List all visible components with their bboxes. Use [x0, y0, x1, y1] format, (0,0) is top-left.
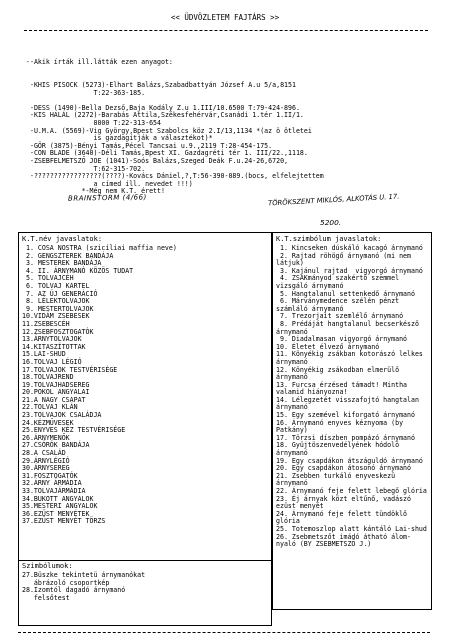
name-item: 26.ÁRNYMENŐK: [22, 433, 70, 442]
name-item: 6. TOLVAJ KARTEL: [22, 281, 90, 290]
name-item: 36.EZÜST MENYÉTEK: [22, 509, 90, 518]
name-item: 34.BUKOTT ANGYALOK: [22, 494, 94, 503]
names-list: [22, 245, 267, 526]
name-item: 32.ÁRNY ÁRMÁDIA: [22, 479, 82, 488]
name-item: 33.TOLVAJÁRMÁDIA: [22, 487, 86, 495]
author-line: -?????????????????(????)-Kovács Dániel,?,T:56-390-089.(bocs, elfelejtettem: [26, 172, 324, 181]
name-item: 20.POKOL ANGYALAI: [22, 388, 90, 397]
name-item: 35.MESTERI ANGYALOK: [22, 502, 98, 511]
symbols-heading: Szimbólumok:: [22, 562, 73, 570]
symbol-item: felsőtest: [22, 593, 70, 602]
symbol-idea-item: 9. Diadalmasan vigyorgó árnymanó: [276, 335, 408, 344]
name-item: 29.ÁRNYLÉGIÓ: [22, 456, 70, 465]
authors-list: [26, 82, 436, 196]
symbol-idea-item: 11. Könyékig zsákban kotorászó lelkes árnymanó: [276, 350, 427, 366]
name-item: 4. II. ÁRNYMANÓ KÖZÖS TUDAT: [22, 266, 134, 275]
name-item: 3. MESTEREK BANDÁJA: [22, 259, 102, 268]
symbol-item: 27.Büszke tekintetü árnymanókat: [22, 571, 146, 579]
symbol-idea-item: 21. Zsebben turkáló enyveskezü árnymanó: [276, 471, 400, 488]
name-item: 5. TOLVAJCÉH: [22, 274, 74, 283]
symbol-idea-item: 4. ZSÁKmányod szakértő szemmel vizsgáló árnymanó: [276, 274, 404, 290]
symbol-idea-item: 14. Lélegzetét visszafojtó hangtalan árnymanó: [276, 395, 423, 412]
author-line: *-Még nem K.T. érett!: [26, 187, 165, 196]
author-line: T:62-315-702.: [26, 164, 146, 173]
author-line: -CON BLADE (3640)-Déli Tamás,Bpest XI. Gazdagréti tér 1. III/22.,1118.: [26, 149, 308, 158]
author-line: -ZSEBFELMETSZŐ JOE (1041)-Soós Balázs,Szeged Deák F.u.24-26,6720,: [26, 156, 289, 165]
symbol-idea-item: 1. Kincseken dúskáló kacagó árnymanó: [276, 244, 423, 252]
name-item: 12.ZSEBFOSZTOGATÓK: [22, 327, 94, 336]
symbol-idea-item: 16. Árnymanó enyves kéznyoma (by Patkány): [276, 418, 408, 435]
name-item: 22.TOLVAJ KLÁN: [22, 403, 78, 412]
author-line: -DESS (1490)-Bella Dezső,Baja Kodály Z.u 1.III/10.6500 T:79-424-896.: [26, 103, 300, 112]
name-item: 8. LÉLEKTOLVAJOK: [22, 297, 90, 306]
symbol-idea-item: 24. Árnymanó feje felett tündöklő glória: [276, 509, 411, 526]
symbol-idea-item: 17. Törzsi díszben pompázó árnymanó: [276, 433, 415, 442]
symbol-idea-item: 19. Egy csapdákon átszáguldó árnymanó: [276, 456, 423, 465]
symbol-idea-item: 22. Árnymanó feje felett lebegő glória: [276, 487, 427, 495]
bottom-divider: [18, 632, 430, 633]
symbols-list: [22, 572, 267, 602]
name-item: 9. MESTERTOLVAJOK: [22, 304, 94, 313]
name-item: 28.A CSALÁD: [22, 449, 66, 458]
name-item: 24.KÉZMŰVESEK: [22, 418, 74, 427]
handwritten-note: BRAINSTORM (4/66): [67, 193, 147, 203]
symbol-idea-item: 26. Zsebmetszőt imádó átható álom-nyaló (BY ZSEBMETSZŐ J.): [276, 532, 411, 549]
name-item: 7. AZ ÚJ GENERÁCIÓ: [22, 289, 98, 298]
name-item: 15.LAI-SHUD: [22, 350, 66, 359]
name-item: 19.TOLVAJHADSEREG: [22, 380, 90, 389]
name-item: 30.ÁRNYSEREG: [22, 464, 70, 473]
name-item: 17.TOLVAJOK TESTVÉRISÉGE: [22, 365, 118, 374]
symbol-idea-item: 7. Trezorjait szemlélő árnymanó: [276, 312, 404, 321]
symbol-idea-item: 13. Furcsa érzésed támadt! Mintha valamid hiányozna!: [276, 380, 411, 397]
name-item: 16.TOLVAJ LÉGIÓ: [22, 357, 82, 366]
symbol-idea-item: 12. Könyékig zsákodban elmerülő árnymanó: [276, 365, 404, 382]
header-divider: [24, 30, 428, 31]
symbol-idea-item: 23. Éj árnyak közt eltűnő, vadászó ezüst menyét: [276, 494, 415, 511]
name-item: 14.KITASZÍTOTTAK: [22, 342, 86, 351]
name-item: 13.ÁRNYTOLVAJOK: [22, 335, 82, 344]
author-line: T:22-363-185.: [26, 88, 146, 97]
symbol-idea-item: 20. Egy csapdákon átosonó árnymanó: [276, 464, 411, 473]
handwritten-address: TÖRÖKSZENT MIKLÓS, ALKOTÁS U. 17.: [267, 192, 400, 208]
author-line: -KHIS PISOCK (5273)-Elhart Balázs,Szabadbattyán József A.u 5/a,8151: [26, 80, 296, 89]
symbol-idea-item: 8. Prédáját hangtalanul becserkésző árnymanó: [276, 319, 423, 336]
name-item: 18.TOLVAJREND: [22, 373, 74, 382]
author-line: is gazdagítják a választékot)*: [26, 134, 213, 143]
name-item: 37.EZÜST MENYÉT TÖRZS: [22, 517, 106, 526]
name-item: 21.A NAGY CSAPAT: [22, 395, 86, 404]
name-item: 23.TOLVAJOK CSALÁDJA: [22, 411, 102, 420]
symbol-ideas-list: [276, 245, 430, 549]
author-line: -U.M.A. (5569)-Vig György,Bpest Szabolcs köz 2.I/13,1134 *(az ö ötletei: [26, 126, 312, 135]
symbol-idea-item: 2. Rajtad röhögő árnymanó (mi nem látjuk): [276, 251, 415, 268]
name-item: 27.CSÓRÓK BANDÁJA: [22, 441, 90, 450]
name-item: 1. COSA NOSTRA (szicíliai maffia neve): [22, 244, 177, 252]
handwritten-zip: 5200.: [320, 218, 342, 227]
symbol-ideas-heading: K.T.szimbólum javaslatok:: [276, 235, 382, 243]
author-line: -KIS HALÁL (2272)-Barabás Attila,Székesfehérvár,Csanádi 1.tér 1.II/1.: [26, 111, 304, 120]
page-title: << ÜDVÖZLETEM FAJTÁRS >>: [170, 13, 280, 22]
author-line: -GÖR (3875)-Bényi Tamás,Pécel Tancsai u.9.,2119 T:28-454-175.: [26, 141, 273, 150]
authors-intro: --Akik írták ill.látták ezen anyagot:: [26, 58, 173, 67]
symbol-item: ábrázoló csoportkép: [22, 578, 110, 587]
name-item: 31.FOSZTOGATÓK: [22, 471, 78, 480]
symbol-idea-item: 6. Márványmedence szélén pénzt számláló árnymanó: [276, 297, 404, 313]
name-item: 11.ZSEBESCÉH: [22, 319, 70, 328]
symbols-divider: [18, 560, 272, 561]
symbol-item: 28.Izomtól dagadó árnymanó: [22, 586, 126, 595]
name-item: 2. GENGSZTEREK BANDÁJA: [22, 251, 114, 260]
author-line: 8000 T:22-313-654: [26, 118, 161, 127]
names-heading: K.T.név javaslatok:: [22, 235, 103, 243]
symbol-idea-item: 25. Totemoszlop alatt kántáló Lai-shud: [276, 524, 427, 533]
symbol-idea-item: 10. Életet élvező árnymanó: [276, 342, 380, 351]
symbol-idea-item: 3. Kajánul rajtad vigyorgó árnymanó: [276, 266, 423, 275]
symbol-idea-item: 18. Gyüjtöszenvedélyének hódoló árnymanó: [276, 441, 404, 458]
symbol-idea-item: 15. Egy szemével kiforgató árnymanó: [276, 411, 415, 420]
name-item: 10.VIDÁM ZSEBESEK: [22, 312, 90, 321]
author-line: a címed ill. nevedet !!!): [26, 179, 193, 188]
authors-section: [26, 44, 436, 203]
name-item: 25.ENYVES KÉZ TESTVÉRISÉGE: [22, 426, 126, 435]
symbol-idea-item: 5. Hangtalanul settenkedő árnymanó: [276, 289, 415, 298]
